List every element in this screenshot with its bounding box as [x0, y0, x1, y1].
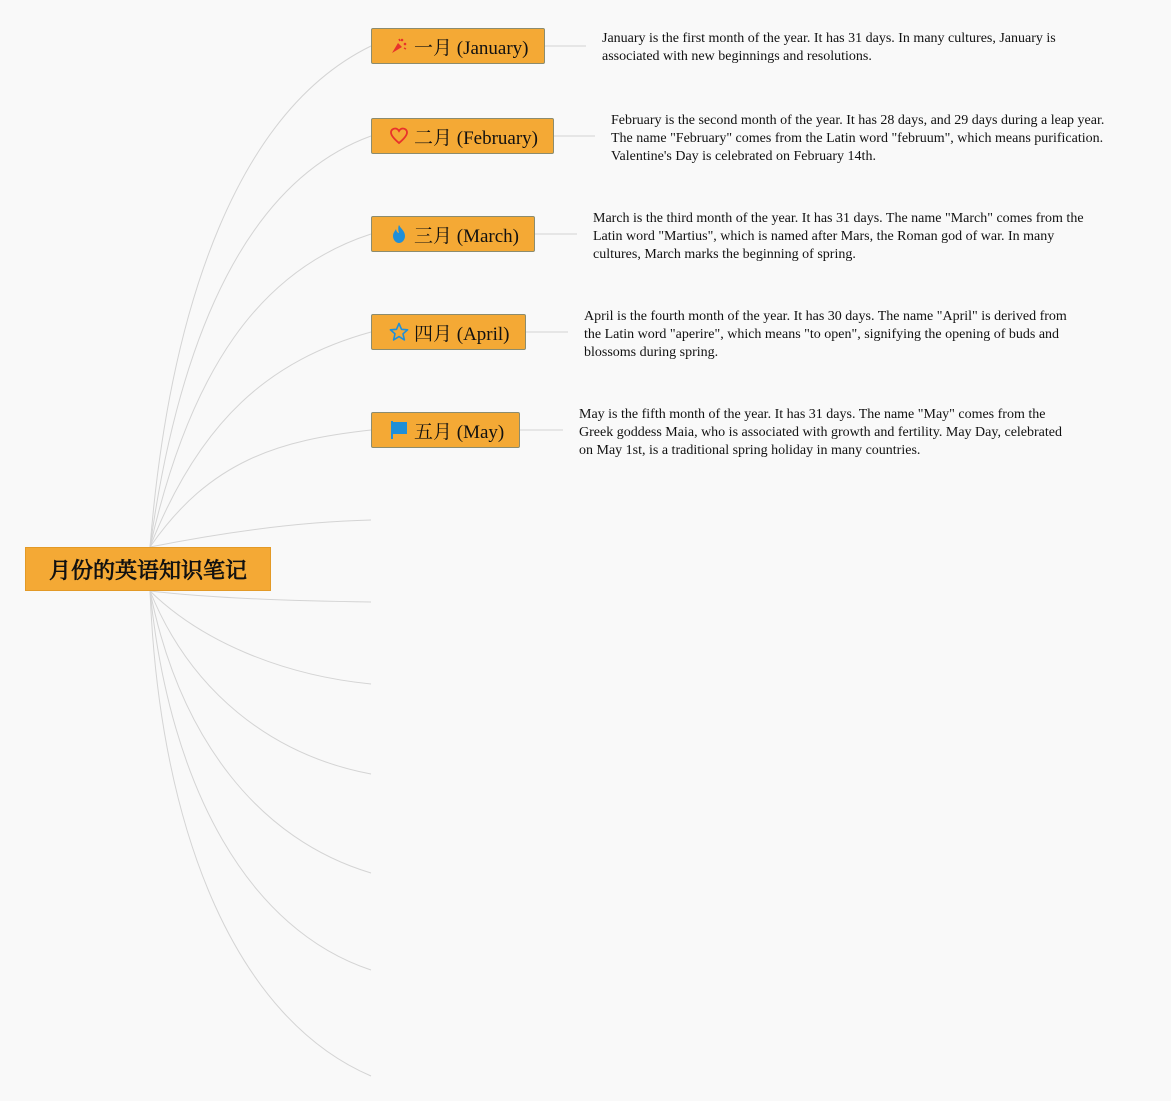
connector-empty-7 — [150, 591, 371, 1076]
month-node-april[interactable] — [371, 314, 526, 350]
note-april: April is the fourth month of the year. It has 30 days. The name "April" is derived from the Latin word "aperire", which means "to open", signifying the opening of buds and blossoms during spring. — [584, 309, 1067, 360]
month-label: 五月 (May) — [414, 421, 505, 443]
root-topic-label: 月份的英语知识笔记 — [48, 558, 247, 584]
month-label: 一月 (January) — [414, 37, 529, 59]
month-node-january[interactable] — [371, 28, 545, 64]
connector-may — [150, 430, 371, 547]
heart-icon — [389, 126, 409, 146]
month-label: 四月 (April) — [414, 323, 510, 345]
note-march: March is the third month of the year. It has 31 days. The name "March" comes from the Latin word "Martius", which is named after Mars, the Roman god of war. In many cultures, March marks the beginning of spring. — [593, 211, 1084, 262]
connector-empty-2 — [150, 591, 371, 602]
note-may: May is the fifth month of the year. It has 31 days. The name "May" comes from the Greek goddess Maia, who is associated with growth and fertility. May Day, celebrated on May 1st, is a traditional spring holiday in many countries. — [579, 407, 1062, 458]
note-february: February is the second month of the year. It has 28 days, and 29 days during a leap year. The name "February" comes from the Latin word "februum", which means purification. Valentine's Day is celebrated on February 14th. — [611, 113, 1105, 164]
connector-empty-1 — [150, 520, 371, 547]
star-icon — [389, 322, 409, 342]
month-label: 三月 (March) — [414, 225, 519, 247]
connector-february — [150, 136, 371, 547]
connector-empty-3 — [150, 591, 371, 684]
connector-empty-5 — [150, 591, 371, 873]
flag-icon — [389, 420, 409, 440]
root-topic[interactable] — [25, 547, 271, 591]
month-node-march[interactable] — [371, 216, 535, 252]
month-node-may[interactable] — [371, 412, 520, 448]
connector-empty-6 — [150, 591, 371, 970]
connector-march — [150, 234, 371, 547]
connector-april — [150, 332, 371, 547]
note-january: January is the first month of the year. It has 31 days. In many cultures, January is associated with new beginnings and resolutions. — [602, 31, 1056, 64]
month-label: 二月 (February) — [414, 127, 538, 149]
party-popper-icon — [389, 36, 409, 56]
flame-icon — [389, 224, 409, 244]
connector-january — [150, 46, 371, 547]
month-node-february[interactable] — [371, 118, 554, 154]
